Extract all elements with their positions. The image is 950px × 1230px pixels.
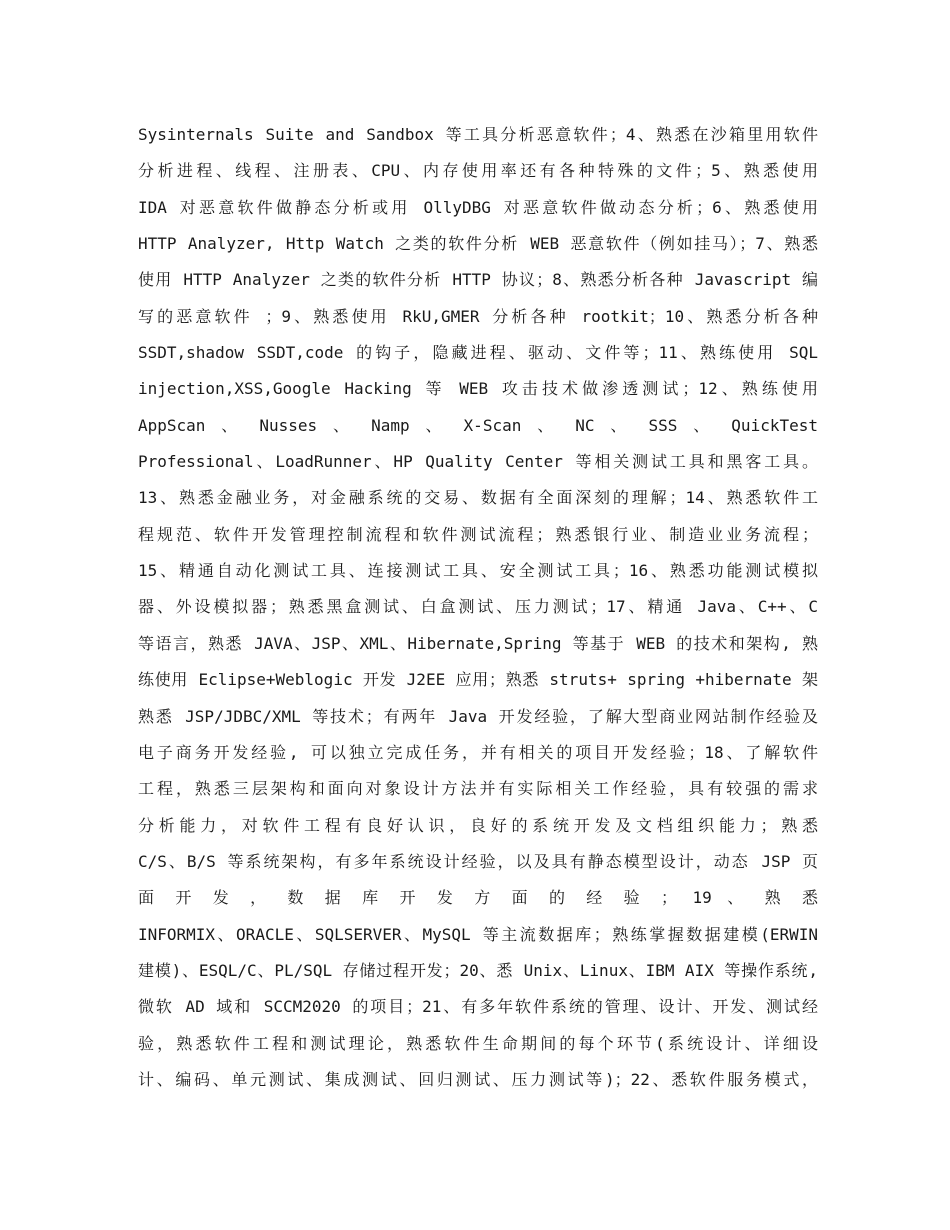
body-text bbox=[138, 117, 818, 1098]
text-line: INFORMIX、ORACLE、SQLSERVER、MySQL 等主流数据库；熟练掌握数据建模(ERWIN bbox=[138, 924, 818, 944]
text-line: C/S、B/S 等系统架构，有多年系统设计经验，以及具有静态模型设计，动态 JSP 页 bbox=[138, 851, 818, 871]
text-line: 程规范、软件开发管理控制流程和软件测试流程；熟悉银行业、制造业业务流程； bbox=[138, 524, 818, 544]
text-line: injection,XSS,Google Hacking 等 WEB 攻击技术做渗透测试；12、熟练使用 bbox=[138, 379, 818, 399]
text-line: 练使用 Eclipse+Weblogic 开发 J2EE 应用；熟悉 struts+ spring +hibernate 架 bbox=[138, 670, 818, 690]
text-line: 建模)、ESQL/C、PL/SQL 存储过程开发；20、悉 Unix、Linux、IBM AIX 等操作系统, bbox=[138, 960, 818, 980]
text-line: SSDT,shadow SSDT,code 的钩子，隐藏进程、驱动、文件等；11、熟练使用 SQL bbox=[138, 343, 818, 363]
text-line: 15、精通自动化测试工具、连接测试工具、安全测试工具；16、熟悉功能测试模拟 bbox=[138, 561, 818, 581]
text-line: 计、编码、单元测试、集成测试、回归测试、压力测试等)；22、悉软件服务模式， bbox=[138, 1069, 818, 1089]
text-line: 电子商务开发经验, 可以独立完成任务，并有相关的项目开发经验；18、了解软件 bbox=[138, 742, 818, 762]
text-line: Professional、LoadRunner、HP Quality Center 等相关测试工具和黑客工具。 bbox=[138, 452, 818, 472]
text-line: 写的恶意软件 ；9、熟悉使用 RkU,GMER 分析各种 rootkit；10、熟悉分析各种 bbox=[138, 306, 818, 326]
text-line: 微软 AD 域和 SCCM2020 的项目；21、有多年软件系统的管理、设计、开发、测试经 bbox=[138, 997, 818, 1017]
text-line: 分析进程、线程、注册表、CPU、内存使用率还有各种特殊的文件；5、熟悉使用 bbox=[138, 161, 818, 181]
text-line: Sysinternals Suite and Sandbox 等工具分析恶意软件；4、熟悉在沙箱里用软件 bbox=[138, 125, 818, 144]
text-line: 面 开 发 ， 数 据 库 开 发 方 面 的 经 验 ； 19 、 熟 悉 bbox=[138, 888, 818, 908]
text-line: 分析能力，对软件工程有良好认识，良好的系统开发及文档组织能力；熟悉 bbox=[138, 815, 818, 835]
text-line: 验，熟悉软件工程和测试理论，熟悉软件生命期间的每个环节(系统设计、详细设 bbox=[138, 1033, 818, 1053]
text-line: 等语言，熟悉 JAVA、JSP、XML、Hibernate,Spring 等基于 WEB 的技术和架构, 熟 bbox=[138, 633, 818, 653]
text-line: 使用 HTTP Analyzer 之类的软件分析 HTTP 协议；8、熟悉分析各种 Javascript 编 bbox=[138, 270, 818, 290]
text-line: AppScan 、 Nusses 、 Namp 、 X-Scan 、 NC 、 SSS 、 QuickTest bbox=[138, 415, 818, 435]
text-line: 器、外设模拟器；熟悉黑盒测试、白盒测试、压力测试；17、精通 Java、C++、C bbox=[138, 597, 818, 617]
text-line: 熟悉 JSP/JDBC/XML 等技术；有两年 Java 开发经验，了解大型商业网站制作经验及 bbox=[138, 706, 818, 726]
text-line: IDA 对恶意软件做静态分析或用 OllyDBG 对恶意软件做动态分析；6、熟悉使用 bbox=[138, 197, 818, 217]
text-line: 工程，熟悉三层架构和面向对象设计方法并有实际相关工作经验，具有较强的需求 bbox=[138, 779, 818, 799]
text-line: 13、熟悉金融业务，对金融系统的交易、数据有全面深刻的理解；14、熟悉软件工 bbox=[138, 488, 818, 508]
text-line: HTTP Analyzer, Http Watch 之类的软件分析 WEB 恶意软件（例如挂马）；7、熟悉 bbox=[138, 234, 818, 254]
